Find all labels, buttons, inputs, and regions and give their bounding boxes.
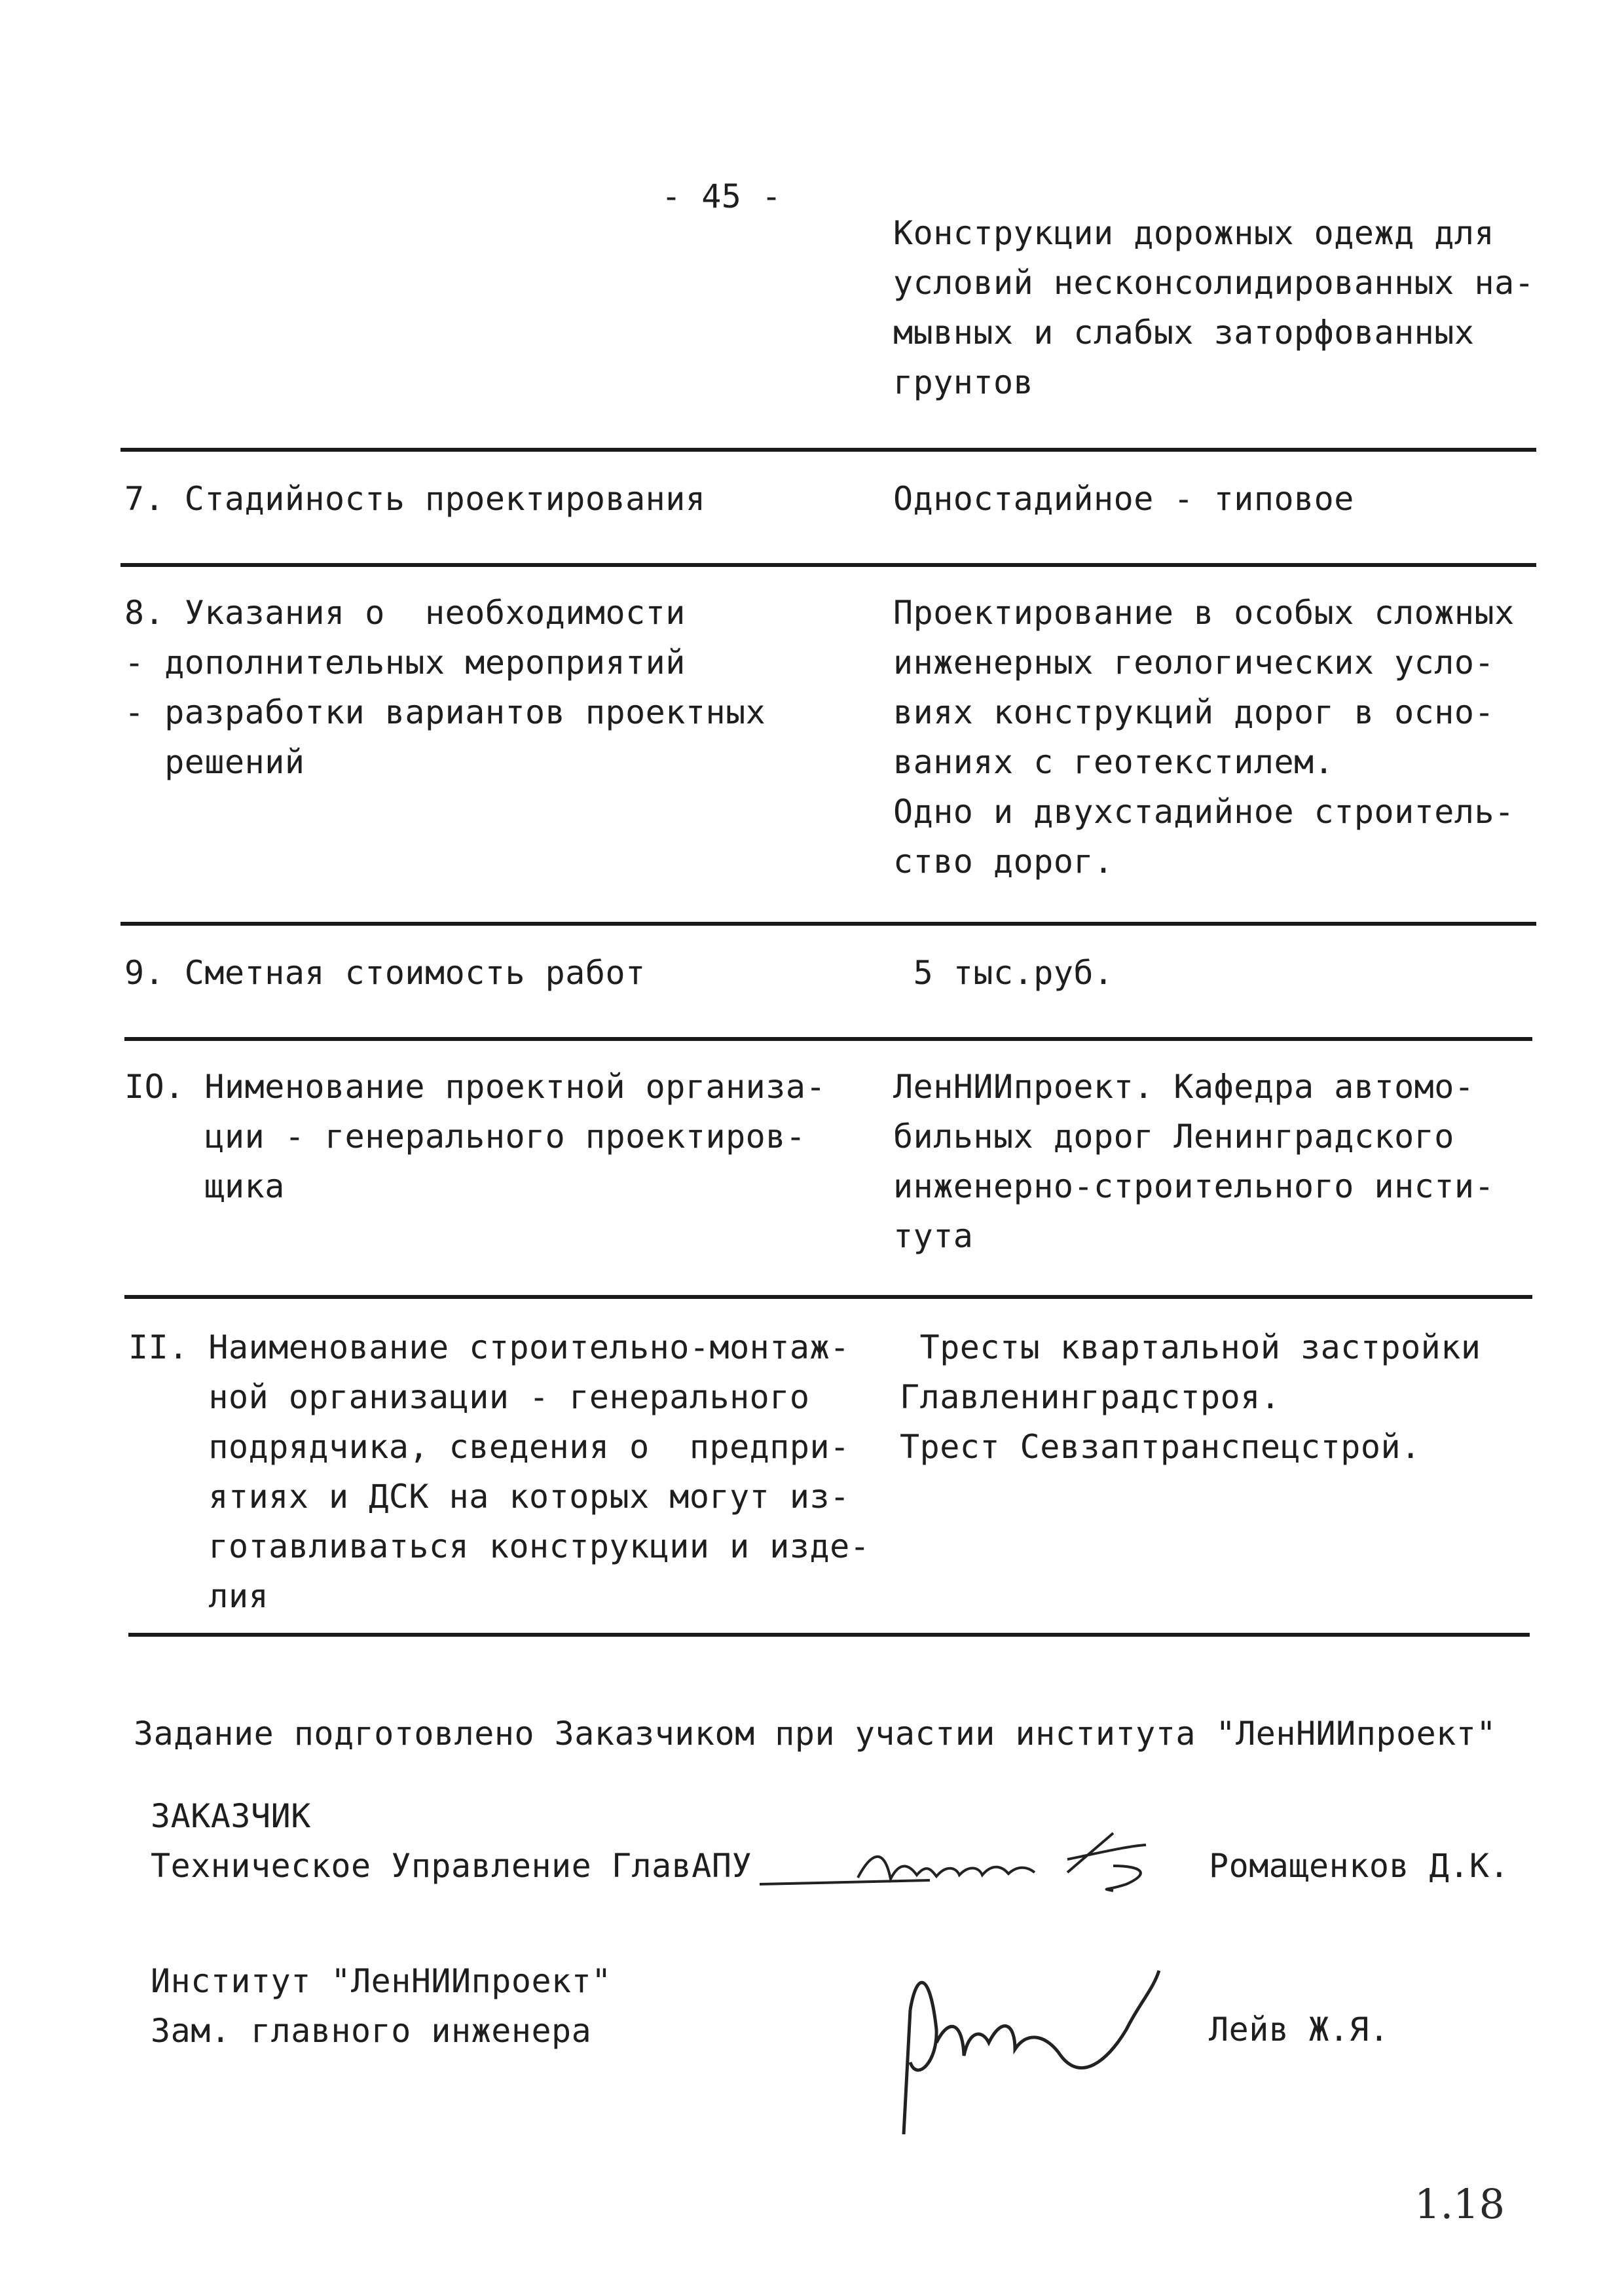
row-label-line: ции - генерального проектиров- (124, 1118, 806, 1156)
row-label-line: 9. Сметная стоимость работ (124, 954, 646, 992)
header-value-line: Конструкции дорожных одежд для (893, 214, 1495, 252)
divider (124, 1037, 1532, 1041)
institute-signature (891, 1931, 1192, 2147)
row-label-line: подрядчика, сведения о предпри- (128, 1428, 850, 1466)
row-label-line: - разработки вариантов проектных (124, 693, 766, 731)
row-value-line: Одно и двухстадийное строитель- (893, 793, 1515, 831)
row-value-line: ваниях с геотекстилем. (893, 743, 1335, 781)
row-label-line: щика (124, 1167, 285, 1205)
row-label-line: лия (128, 1577, 269, 1615)
row-value-line: 5 тыс.руб. (893, 954, 1114, 992)
institute-signatory: Лейв Ж.Я. (1209, 2011, 1390, 2049)
row-label-line: ной организации - генерального (128, 1378, 810, 1416)
corner-note: 1.18 (1414, 2180, 1505, 2228)
divider (120, 563, 1536, 567)
row-value-line: Трест Севзаптранспецстрой. (900, 1428, 1421, 1466)
row-value-line: Главленинградстроя. (900, 1378, 1281, 1416)
page-number: - 45 - (661, 177, 782, 215)
row-value-line: Проектирование в особых сложных (893, 594, 1515, 632)
divider (120, 922, 1536, 926)
institute-line1: Институт "ЛенНИИпроект" (151, 1962, 612, 2000)
row-label-line: ятиях и ДСК на которых могут из- (128, 1478, 850, 1516)
row-label-line: готавливаться конструкции и изде- (128, 1527, 870, 1565)
divider (124, 1295, 1532, 1299)
row-value-line: бильных дорог Ленинградского (893, 1118, 1454, 1156)
row-label-line: II. Наименование строительно-монтаж- (128, 1328, 850, 1366)
row-label-line: IO. Нименование проектной организа- (124, 1068, 826, 1106)
row-value-line: ство дорог. (893, 843, 1114, 881)
row-label-line: 7. Стадийность проектирования (124, 480, 706, 518)
divider (120, 448, 1536, 452)
header-value-line: условий несконсолидированных на- (893, 264, 1535, 302)
divider (128, 1633, 1530, 1637)
institute-line2: Зам. главного инженера (151, 2012, 592, 2050)
customer-signatory: Ромащенков Д.К. (1209, 1847, 1510, 1885)
row-value-line: виях конструкций дорог в осно- (893, 693, 1495, 731)
row-label-line: - дополнительных мероприятий (124, 644, 686, 682)
prepared-note: Задание подготовлено Заказчиком при участии института "ЛенНИИпроект" (134, 1715, 1496, 1753)
customer-signature (760, 1807, 1205, 1905)
row-value-line: ЛенНИИпроект. Кафедра автомо- (893, 1068, 1475, 1106)
row-value-line: инженерно-строительного инсти- (893, 1167, 1495, 1205)
row-value-line: тута (893, 1217, 974, 1255)
customer-org: Техническое Управление ГлавАПУ (151, 1847, 752, 1885)
header-value-line: грунтов (893, 363, 1034, 401)
row-label-line: 8. Указания о необходимости (124, 594, 686, 632)
row-label-line: решений (124, 743, 305, 781)
customer-heading: ЗАКАЗЧИК (151, 1797, 311, 1835)
header-value-line: мывных и слабых заторфованных (893, 314, 1475, 352)
row-value-line: Тресты квартальной застройки (900, 1328, 1481, 1366)
row-value-line: Одностадийное - типовое (893, 480, 1354, 518)
row-value-line: инженерных геологических усло- (893, 644, 1495, 682)
